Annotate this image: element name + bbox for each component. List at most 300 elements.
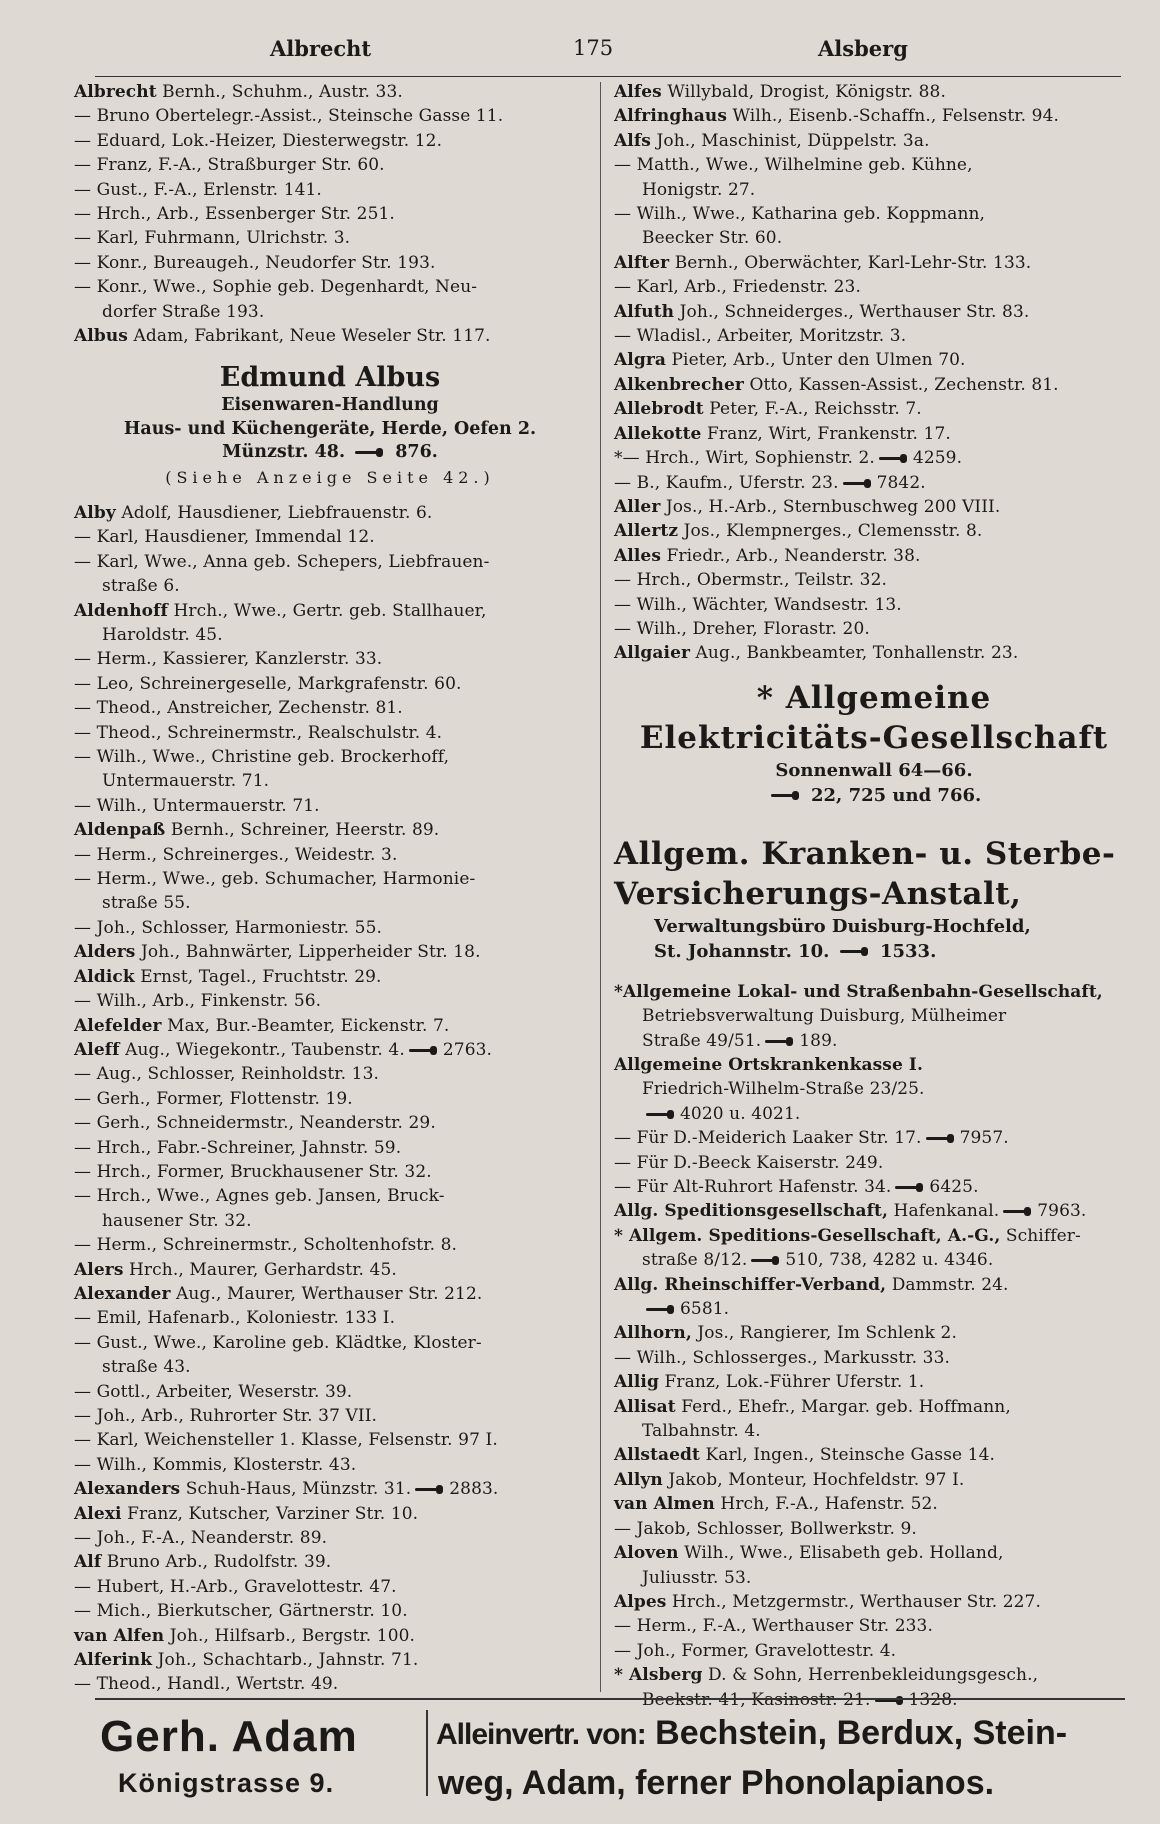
entry-details: — Herm., F.-A., Werthauser Str. 233.	[614, 1616, 933, 1637]
entry-details: — Theod., Schreinermstr., Realschulstr. 4.	[74, 722, 443, 743]
directory-entry	[74, 574, 586, 598]
ad-title: Edmund Albus	[219, 362, 441, 394]
entry-details: Ernst, Tagel., Fruchtstr. 29.	[134, 966, 382, 987]
entry-details: Joh., Hilfsarb., Bergstr. 100.	[164, 1625, 416, 1646]
directory-entry	[614, 1517, 1134, 1541]
telephone-receiver-icon	[771, 791, 799, 800]
directory-entry	[74, 1428, 586, 1452]
entry-surname: Alfringhaus	[614, 106, 728, 127]
entry-details: — Joh., Arb., Ruhrorter Str. 37 VII.	[74, 1406, 378, 1426]
entry-details: Franz, Kutscher, Varziner Str. 10.	[121, 1503, 419, 1524]
directory-entry	[614, 1248, 1134, 1272]
entry-details: — Wilh., Wwe., Christine geb. Brockerhoff,	[74, 747, 450, 768]
entry-phone: 7842.	[876, 472, 926, 493]
entry-details: — Herm., Schreinerges., Weidestr. 3.	[74, 844, 398, 865]
directory-entry	[614, 641, 1134, 665]
entry-details: — Aug., Schlosser, Reinholdstr. 13.	[74, 1064, 379, 1085]
entry-surname: Alles	[614, 545, 661, 566]
entry-details: straße 8/12.	[642, 1250, 748, 1271]
telephone-receiver-icon	[355, 448, 383, 457]
directory-entry	[74, 251, 586, 275]
entry-surname: Alby	[74, 502, 116, 523]
directory-entry	[614, 1053, 1134, 1077]
entry-details: — Mich., Bierkutscher, Gärtnerstr. 10.	[74, 1601, 408, 1622]
entry-details: — Hubert, H.-Arb., Gravelottestr. 47.	[74, 1576, 397, 1597]
telephone-receiver-icon	[843, 479, 871, 488]
entry-surname: Aller	[614, 496, 661, 517]
entry-details: Aug., Bankbeamter, Tonhallenstr. 23.	[690, 643, 1019, 664]
directory-entry	[74, 1184, 586, 1208]
entry-details: — Eduard, Lok.-Heizer, Diesterwegstr. 12.	[74, 130, 443, 151]
ad-title: * Allgemeine	[756, 679, 992, 716]
directory-entry	[614, 153, 1134, 177]
ad-line: Verwaltungsbüro Duisburg-Hochfeld,	[654, 915, 1031, 937]
entry-details: — Wilh., Untermauerstr. 71.	[74, 795, 320, 816]
entry-phone: 7963.	[1037, 1201, 1087, 1222]
entry-surname: Alfs	[614, 130, 651, 151]
directory-entry	[74, 1624, 586, 1648]
entry-details: — Hrch., Wwe., Agnes geb. Jansen, Bruck-	[74, 1186, 445, 1207]
entry-details: straße 43.	[102, 1357, 191, 1378]
entry-details: — Joh., Schlosser, Harmoniestr. 55.	[74, 917, 383, 938]
telephone-receiver-icon	[895, 1183, 923, 1192]
directory-entry	[74, 916, 586, 940]
entry-details: — Bruno Obertelegr.-Assist., Steinsche Gasse 11.	[74, 106, 504, 127]
directory-entry	[614, 1321, 1134, 1345]
entry-details: — Gottl., Arbeiter, Weserstr. 39.	[74, 1381, 353, 1402]
entry-details: Ferd., Ehefr., Margar. geb. Hoffmann,	[675, 1396, 1011, 1417]
footer-line: weg, Adam, ferner Phonolapianos.	[438, 1764, 995, 1802]
directory-entry	[614, 519, 1134, 543]
entry-details: Juliusstr. 53.	[642, 1567, 752, 1588]
directory-entry	[74, 1453, 586, 1477]
entry-surname: van Almen	[614, 1494, 715, 1515]
right-entries-b	[614, 980, 1134, 1712]
directory-entry	[74, 647, 586, 671]
entry-details: — Für D.-Meiderich Laaker Str. 17.	[614, 1128, 922, 1149]
entry-details: Bernh., Schreiner, Heerstr. 89.	[165, 820, 440, 841]
entry-details: Talbahnstr. 4.	[642, 1421, 761, 1442]
entry-details: Jos., Rangierer, Im Schlenk 2.	[691, 1323, 957, 1344]
entry-details: — Herm., Schreinermstr., Scholtenhofstr. 8.	[74, 1235, 458, 1256]
entry-details: Friedr., Arb., Neanderstr. 38.	[661, 545, 921, 566]
entry-details: straße 6.	[102, 576, 180, 597]
ad-title: Versicherungs-Anstalt,	[614, 875, 1022, 912]
directory-entry	[614, 1541, 1134, 1565]
ad-line	[74, 441, 586, 465]
directory-entry	[74, 300, 586, 324]
entry-phone: 2763.	[442, 1039, 493, 1060]
entry-surname: Allertz	[614, 521, 679, 542]
directory-entry	[614, 1199, 1134, 1223]
directory-entry	[614, 1566, 1134, 1590]
directory-entry	[74, 1672, 586, 1696]
entry-surname: * Alsberg	[614, 1665, 703, 1686]
ad-address: Münzstr. 48.	[222, 442, 346, 463]
telephone-receiver-icon	[840, 947, 868, 956]
entry-phone: 6425.	[929, 1177, 979, 1197]
directory-entry	[74, 867, 586, 891]
entry-details: Joh., Maschinist, Düppelstr. 3a.	[650, 130, 930, 151]
telephone-receiver-icon	[409, 1046, 437, 1055]
directory-entry	[614, 1224, 1134, 1248]
ad-phone: 876.	[395, 442, 438, 463]
entry-surname: *Allgemeine Lokal- und Straßenbahn-Gesellschaft,	[614, 981, 1103, 1002]
directory-entry	[614, 1492, 1134, 1516]
entry-surname: Allgaier	[614, 643, 691, 664]
entry-details: — Für Alt-Ruhrort Hafenstr. 34.	[614, 1177, 892, 1197]
directory-entry	[614, 202, 1134, 226]
entry-phone: 2883.	[449, 1479, 499, 1500]
entry-details: — Hrch., Arb., Essenberger Str. 251.	[74, 204, 395, 225]
entry-details: — Joh., F.-A., Neanderstr. 89.	[74, 1528, 328, 1549]
directory-entry	[74, 940, 586, 964]
entry-surname: * Allgem. Speditions-Gesellschaft, A.-G.,	[614, 1225, 1001, 1246]
entry-details: Joh., Bahnwärter, Lipperheider Str. 18.	[135, 942, 481, 963]
entry-surname: van Alfen	[74, 1625, 165, 1646]
entry-details: — Konr., Wwe., Sophie geb. Degenhardt, Neu-	[74, 277, 478, 298]
entry-details: — Theod., Handl., Wertstr. 49.	[74, 1674, 339, 1695]
entry-details: — Gerh., Former, Flottenstr. 19.	[74, 1088, 353, 1109]
entry-surname: Alexi	[74, 1503, 122, 1524]
directory-entry	[614, 1151, 1134, 1175]
entry-surname: Alers	[74, 1259, 124, 1280]
directory-entry	[614, 1370, 1134, 1394]
directory-entry	[74, 599, 586, 623]
directory-entry	[74, 794, 586, 818]
directory-entry	[74, 721, 586, 745]
entry-details: Franz, Wirt, Frankenstr. 17.	[701, 423, 951, 444]
entry-surname: Alfter	[614, 252, 670, 273]
ad-line: Sonnenwall 64—66.	[775, 759, 973, 781]
right-column	[614, 80, 1134, 1712]
entry-surname: Algra	[614, 350, 667, 371]
directory-entry	[614, 1443, 1134, 1467]
entry-phone: 6581.	[680, 1299, 730, 1320]
entry-details: — Herm., Kassierer, Kanzlerstr. 33.	[74, 649, 383, 670]
left-column	[74, 80, 586, 1697]
entry-details: — Theod., Anstreicher, Zechenstr. 81.	[74, 698, 403, 719]
directory-entry	[74, 1062, 586, 1086]
entry-phone: 7957.	[959, 1128, 1009, 1149]
entry-details: — Wilh., Kommis, Klosterstr. 43.	[74, 1454, 357, 1475]
entry-details: Schuh-Haus, Münzstr. 31.	[180, 1479, 412, 1500]
directory-entry	[74, 525, 586, 549]
directory-entry	[614, 1590, 1134, 1614]
directory-entry	[74, 891, 586, 915]
directory-entry	[614, 324, 1134, 348]
directory-entry	[74, 818, 586, 842]
entry-details: Dammstr. 24.	[886, 1274, 1009, 1295]
entry-details: Hrch., Wwe., Gertr. geb. Stallhauer,	[167, 600, 487, 621]
entry-surname: Aleff	[74, 1039, 120, 1060]
directory-entry	[614, 1663, 1134, 1687]
entry-details: hausener Str. 32.	[102, 1210, 252, 1231]
directory-entry	[74, 1014, 586, 1038]
entry-surname: Aloven	[614, 1543, 679, 1564]
entry-surname: Albrecht	[74, 82, 157, 102]
entry-surname: Alferink	[74, 1650, 153, 1671]
page-header	[0, 36, 1160, 70]
entry-details: — Karl, Arb., Friedenstr. 23.	[614, 277, 861, 298]
directory-entry	[74, 1477, 586, 1501]
directory-entry	[614, 397, 1134, 421]
footer-brands: Bechstein, Berdux, Stein-	[645, 1714, 1068, 1752]
directory-entry	[614, 1004, 1134, 1028]
directory-entry	[614, 373, 1134, 397]
page-number: 175	[573, 36, 614, 60]
telephone-receiver-icon	[765, 1037, 793, 1046]
entry-details: Honigstr. 27.	[642, 179, 756, 200]
left-entries-a	[74, 80, 586, 348]
entry-details: Karl, Ingen., Steinsche Gasse 14.	[700, 1445, 996, 1466]
entry-details: Willybald, Drogist, Königstr. 88.	[661, 82, 946, 102]
entry-details: — Wilh., Schlosserges., Markusstr. 33.	[614, 1347, 951, 1368]
ad-line: Eisenwaren-Handlung	[221, 395, 439, 416]
entry-details: Betriebsverwaltung Duisburg, Mülheimer	[642, 1006, 1007, 1027]
entry-surname: Alpes	[614, 1591, 667, 1612]
directory-entry	[74, 80, 586, 104]
directory-entry	[614, 495, 1134, 519]
directory-entry	[74, 1331, 586, 1355]
directory-entry	[614, 348, 1134, 372]
footer-divider	[426, 1710, 428, 1796]
entry-details: Otto, Kassen-Assist., Zechenstr. 81.	[743, 374, 1059, 395]
telephone-receiver-icon	[875, 1696, 903, 1705]
entry-details: Peter, F.-A., Reichsstr. 7.	[703, 399, 922, 420]
directory-entry	[614, 129, 1134, 153]
footer-rule	[95, 1698, 1125, 1700]
entry-details: — Für D.-Beeck Kaiserstr. 249.	[614, 1152, 884, 1173]
directory-entry	[74, 1404, 586, 1428]
directory-entry	[614, 568, 1134, 592]
entry-details: Hrch., Metzgermstr., Werthauser Str. 227.	[666, 1591, 1041, 1612]
entry-details: Franz, Lok.-Führer Uferstr. 1.	[658, 1372, 925, 1393]
directory-entry	[74, 202, 586, 226]
entry-details: Bernh., Schuhm., Austr. 33.	[156, 82, 403, 102]
directory-entry	[614, 80, 1134, 104]
entry-details: Schiffer-	[1000, 1225, 1081, 1246]
edmund-albus-ad	[74, 362, 586, 491]
entry-details: Straße 49/51.	[642, 1030, 762, 1051]
directory-entry	[74, 745, 586, 769]
entry-surname: Alexander	[74, 1283, 171, 1304]
directory-entry	[614, 1175, 1134, 1199]
directory-entry	[614, 178, 1134, 202]
entry-details: Wilh., Wwe., Elisabeth geb. Holland,	[678, 1543, 1004, 1564]
entry-details: Max, Bur.-Beamter, Eickenstr. 7.	[161, 1015, 450, 1036]
entry-details: — Matth., Wwe., Wilhelmine geb. Kühne,	[614, 155, 973, 176]
directory-entry	[74, 1575, 586, 1599]
entry-details: straße 55.	[102, 893, 191, 914]
entry-details: Hafenkanal.	[888, 1201, 1000, 1222]
entry-details: — Hrch., Former, Bruckhausener Str. 32.	[74, 1161, 432, 1182]
telephone-receiver-icon	[751, 1256, 779, 1265]
header-rule	[95, 76, 1121, 77]
entry-details: Beecker Str. 60.	[642, 228, 783, 249]
entry-details: dorfer Straße 193.	[102, 301, 265, 322]
entry-phone: 510, 738, 4282 u. 4346.	[785, 1250, 994, 1271]
entry-surname: Allyn	[614, 1469, 663, 1490]
directory-entry	[614, 1029, 1134, 1053]
entry-surname: Allstaedt	[614, 1445, 700, 1466]
entry-details: — Hrch., Fabr.-Schreiner, Jahnstr. 59.	[74, 1137, 402, 1158]
directory-entry	[614, 1419, 1134, 1443]
entry-details: Aug., Wiegekontr., Taubenstr. 4.	[119, 1039, 405, 1060]
entry-details: — Gust., F.-A., Erlenstr. 141.	[74, 179, 322, 200]
entry-surname: Allgemeine Ortskrankenkasse I.	[614, 1054, 923, 1075]
directory-entry	[614, 104, 1134, 128]
directory-entry	[614, 544, 1134, 568]
directory-entry	[74, 104, 586, 128]
directory-entry	[74, 623, 586, 647]
entry-details: — Jakob, Schlosser, Bollwerkstr. 9.	[614, 1518, 917, 1539]
entry-details: — Konr., Bureaugeh., Neudorfer Str. 193.	[74, 252, 436, 273]
entry-details: — Karl, Weichensteller 1. Klasse, Felsenstr. 97 I.	[74, 1430, 498, 1451]
directory-entry	[74, 965, 586, 989]
entry-details: — Gust., Wwe., Karoline geb. Klädtke, Kloster-	[74, 1332, 482, 1353]
entry-surname: Alfes	[614, 82, 662, 102]
directory-entry	[74, 1282, 586, 1306]
entry-details: — Herm., Wwe., geb. Schumacher, Harmonie-	[74, 869, 476, 890]
directory-entry	[74, 1550, 586, 1574]
right-entries-a	[614, 80, 1134, 666]
entry-details: — B., Kaufm., Uferstr. 23.	[614, 472, 839, 493]
directory-entry	[614, 422, 1134, 446]
kranken-ad	[614, 834, 1134, 964]
telephone-receiver-icon	[646, 1110, 674, 1119]
directory-entry	[74, 672, 586, 696]
telephone-receiver-icon	[646, 1305, 674, 1314]
ad-line	[614, 783, 1134, 808]
directory-entry	[74, 1038, 586, 1062]
entry-details: D. & Sohn, Herrenbekleidungsgesch.,	[702, 1665, 1039, 1686]
entry-details: — Emil, Hafenarb., Koloniestr. 133 I.	[74, 1308, 396, 1329]
entry-surname: Alfuth	[614, 301, 675, 322]
entry-details: Adam, Fabrikant, Neue Weseler Str. 117.	[127, 326, 491, 347]
entry-details: — Wilh., Arb., Finkenstr. 56.	[74, 991, 322, 1012]
entry-details: Bernh., Oberwächter, Karl-Lehr-Str. 133.	[669, 252, 1032, 273]
entry-details: Jos., Klempnerges., Clemensstr. 8.	[678, 521, 983, 542]
entry-surname: Alexanders	[74, 1479, 181, 1500]
entry-details: Bruno Arb., Rudolfstr. 39.	[101, 1552, 332, 1573]
telephone-receiver-icon	[415, 1485, 443, 1494]
directory-entry	[74, 129, 586, 153]
directory-entry	[614, 1346, 1134, 1370]
directory-entry	[614, 593, 1134, 617]
directory-entry	[614, 300, 1134, 324]
entry-details: *— Hrch., Wirt, Sophienstr. 2.	[614, 448, 875, 469]
directory-entry	[74, 1136, 586, 1160]
footer-prefix: Alleinvertr. von:	[436, 1718, 646, 1751]
aeg-ad	[614, 678, 1134, 808]
entry-details: — Leo, Schreinergeselle, Markgrafenstr. 60.	[74, 673, 462, 694]
entry-details: Jakob, Monteur, Hochfeldstr. 97 I.	[662, 1469, 965, 1490]
directory-entry	[74, 153, 586, 177]
ad-phone: 22, 725 und 766.	[810, 784, 982, 806]
entry-details: Wilh., Eisenb.-Schaffn., Felsenstr. 94.	[727, 106, 1060, 127]
directory-entry	[74, 1111, 586, 1135]
directory-entry	[614, 251, 1134, 275]
entry-surname: Allekotte	[614, 423, 702, 444]
directory-entry	[74, 1233, 586, 1257]
entry-details: — Joh., Former, Gravelottestr. 4.	[614, 1640, 897, 1661]
directory-entry	[614, 1395, 1134, 1419]
left-entries-b	[74, 501, 586, 1697]
directory-entry	[74, 843, 586, 867]
footer-company-name: Gerh. Adam	[100, 1712, 358, 1761]
entry-phone: 189.	[799, 1030, 838, 1051]
entry-details: Hrch, F.-A., Hafenstr. 52.	[714, 1494, 938, 1515]
entry-surname: Alf	[74, 1552, 102, 1573]
directory-entry	[74, 1209, 586, 1233]
footer-address: Königstrasse 9.	[118, 1768, 335, 1798]
directory-entry	[614, 471, 1134, 495]
entry-details: — Hrch., Obermstr., Teilstr. 32.	[614, 570, 887, 591]
directory-entry	[74, 1526, 586, 1550]
directory-entry	[74, 1599, 586, 1623]
entry-details: — Wilh., Dreher, Florastr. 20.	[614, 618, 870, 639]
directory-entry	[74, 1258, 586, 1282]
entry-phone: 4020 u. 4021.	[680, 1103, 801, 1124]
directory-entry	[614, 1102, 1134, 1126]
directory-entry	[614, 1297, 1134, 1321]
directory-entry	[614, 1273, 1134, 1297]
directory-entry	[74, 178, 586, 202]
header-left-keyword: Albrecht	[270, 36, 372, 61]
directory-entry	[614, 1126, 1134, 1150]
footer-line	[436, 1714, 1067, 1753]
entry-details: — Gerh., Schneidermstr., Neanderstr. 29.	[74, 1113, 436, 1134]
directory-entry	[74, 275, 586, 299]
directory-entry	[614, 617, 1134, 641]
entry-details: Aug., Maurer, Werthauser Str. 212.	[170, 1283, 483, 1304]
directory-entry	[614, 446, 1134, 470]
entry-surname: Aldenpaß	[74, 820, 166, 841]
directory-entry	[74, 989, 586, 1013]
entry-details: — Karl, Wwe., Anna geb. Schepers, Liebfrauen-	[74, 551, 490, 572]
entry-surname: Albus	[74, 326, 128, 347]
entry-details: Haroldstr. 45.	[102, 625, 223, 645]
entry-surname: Allebrodt	[614, 399, 704, 420]
ad-address: St. Johannstr. 10.	[654, 940, 830, 962]
ad-title: Elektricitäts-Gesellschaft	[639, 719, 1109, 756]
entry-details: — Karl, Fuhrmann, Ulrichstr. 3.	[74, 228, 351, 249]
directory-entry	[74, 1087, 586, 1111]
entry-surname: Allig	[614, 1372, 659, 1393]
ad-line	[614, 939, 1134, 964]
entry-surname: Allhorn,	[614, 1323, 692, 1344]
ad-phone: 1533.	[879, 940, 937, 962]
entry-details: Jos., H.-Arb., Sternbuschweg 200 VIII.	[660, 496, 1001, 517]
entry-details: — Franz, F.-A., Straßburger Str. 60.	[74, 155, 385, 176]
entry-surname: Aldick	[74, 966, 135, 987]
directory-entry	[614, 1614, 1134, 1638]
entry-details: Adolf, Hausdiener, Liebfrauenstr. 6.	[115, 502, 433, 523]
directory-entry	[74, 1648, 586, 1672]
directory-entry	[614, 1077, 1134, 1101]
directory-entry	[614, 275, 1134, 299]
directory-entry	[74, 550, 586, 574]
entry-details: Joh., Schachtarb., Jahnstr. 71.	[152, 1650, 419, 1671]
directory-entry	[614, 226, 1134, 250]
directory-entry	[74, 1380, 586, 1404]
entry-details: — Wilh., Wwe., Katharina geb. Koppmann,	[614, 204, 986, 225]
directory-entry	[614, 980, 1134, 1004]
column-divider	[600, 82, 601, 1692]
ad-title: Allgem. Kranken- u. Sterbe-	[614, 835, 1116, 872]
entry-details: Untermauerstr. 71.	[102, 771, 270, 792]
